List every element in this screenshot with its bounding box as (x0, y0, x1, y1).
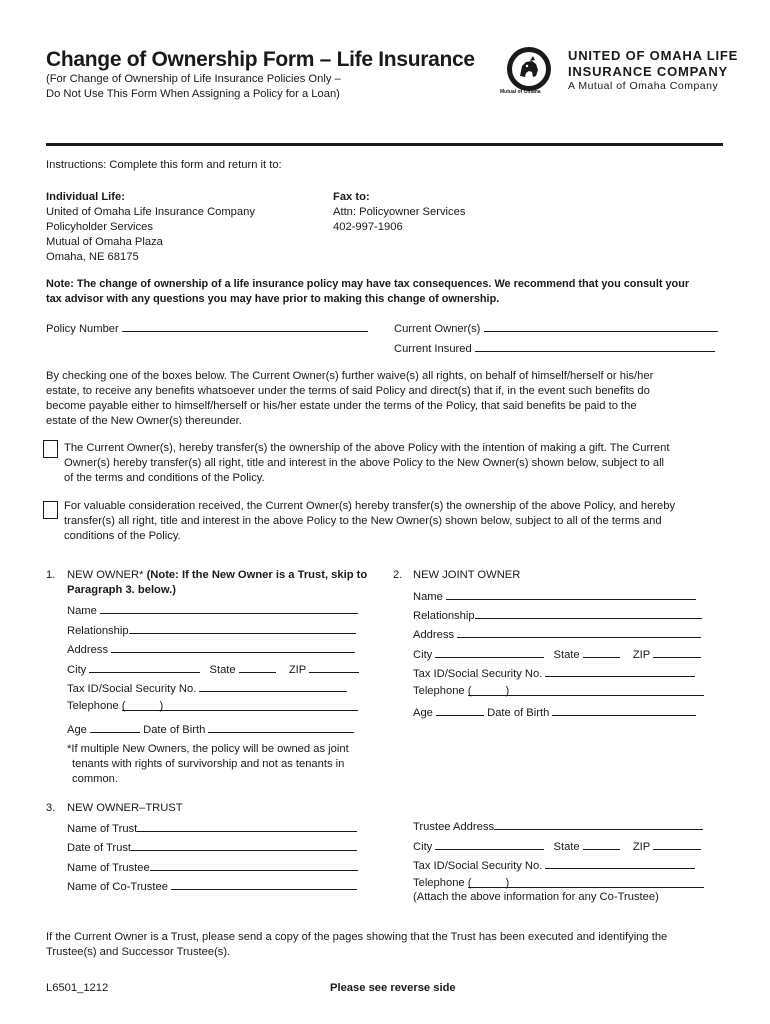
s3-taxid-input[interactable] (545, 857, 695, 869)
section1-trust-note: (Note: If the New Owner is a Trust, skip to (146, 569, 368, 581)
s3-taxid-label: Tax ID/Social Security No. (413, 860, 543, 872)
s2-city-label: City (413, 649, 433, 661)
s3-trust-name-label: Name of Trust (67, 823, 138, 835)
s2-age-dob (413, 704, 696, 721)
tax-note-line-1: Note: The change of ownership of a life insurance policy may have tax consequences. We recommend that you consult your (46, 278, 690, 290)
section1-title: NEW OWNER* (67, 569, 144, 581)
s1-telephone-field (67, 699, 358, 714)
valuable-consideration-checkbox[interactable] (43, 501, 58, 519)
subtitle-line-2: Do Not Use This Form When Assigning a Policy for a Loan) (46, 88, 340, 100)
s1-age-dob (67, 721, 354, 738)
s2-name-field (413, 588, 696, 605)
s2-address-field (413, 626, 701, 643)
form-code: L6501_1212 (46, 982, 109, 994)
s1-age-label: Age (67, 724, 87, 736)
gift-option-line: The Current Owner(s), hereby transfer(s) the ownership of the above Policy with the intention of making a gift. The Current (64, 442, 670, 454)
gift-checkbox[interactable] (43, 440, 58, 458)
s3-cotrustee-field (67, 878, 357, 895)
subtitle-line-1: (For Change of Ownership of Life Insurance Policies Only – (46, 73, 341, 85)
s1-footnote-line: *If multiple New Owners, the policy will be owned as joint (67, 743, 349, 755)
header-divider (46, 143, 723, 146)
fax-line: Attn: Policyowner Services (333, 206, 466, 218)
s3-trustee-address-label: Trustee Address (413, 821, 495, 833)
s3-trustee-address-field (413, 818, 703, 835)
s1-name-field (67, 602, 358, 619)
current-owners-label: Current Owner(s) (394, 323, 481, 335)
s2-relationship-label: Relationship (413, 610, 475, 622)
s2-dob-label: Date of Birth (487, 707, 550, 719)
policy-number-input[interactable] (122, 320, 368, 332)
s1-city-label: City (67, 664, 87, 676)
s2-telephone-input[interactable]: ( ) (468, 684, 704, 696)
section2-number: 2. (393, 569, 403, 581)
s2-state-label: State (553, 649, 580, 661)
individual-address-line: Omaha, NE 68175 (46, 251, 139, 263)
fax-block (333, 190, 465, 235)
s3-city-state-zip (413, 838, 701, 855)
s3-taxid-field (413, 857, 695, 874)
s2-telephone-field (413, 684, 704, 699)
waiver-line: By checking one of the boxes below. The Current Owner(s) further waive(s) all rights, on behalf of himself/herself or his/her (46, 370, 654, 382)
trust-copy-note (46, 930, 716, 960)
s3-trustee-label: Name of Trustee (67, 862, 150, 874)
s1-name-input[interactable] (100, 602, 358, 614)
s2-taxid-field (413, 665, 695, 682)
current-insured-label: Current Insured (394, 343, 472, 355)
form-subtitle (46, 72, 341, 102)
s2-state-input[interactable] (583, 646, 620, 658)
s3-trust-date-label: Date of Trust (67, 842, 132, 854)
logo-seal-caption: Mutual of Omaha (500, 89, 541, 95)
s1-address-field (67, 641, 355, 658)
individual-address-line: United of Omaha Life Insurance Company (46, 206, 255, 218)
s1-dob-input[interactable] (208, 721, 354, 733)
s1-zip-label: ZIP (288, 664, 307, 676)
s1-zip-input[interactable] (309, 661, 359, 673)
s3-zip-input[interactable] (653, 838, 701, 850)
current-insured-field (394, 340, 715, 357)
section1-number: 1. (46, 569, 56, 581)
s1-footnote (67, 742, 349, 787)
s2-taxid-label: Tax ID/Social Security No. (413, 668, 543, 680)
s2-name-input[interactable] (446, 588, 696, 600)
company-name-line-2: INSURANCE COMPANY (568, 64, 728, 79)
section3-number: 3. (46, 802, 56, 814)
individual-life-heading: Individual Life: (46, 191, 125, 203)
s3-trust-name-field (67, 820, 357, 837)
s3-trustee-field (67, 859, 358, 876)
s3-attach-note: (Attach the above information for any Co-Trustee) (413, 891, 659, 903)
s2-name-label: Name (413, 591, 443, 603)
s2-telephone-label: Telephone (413, 685, 465, 697)
individual-address-line: Mutual of Omaha Plaza (46, 236, 163, 248)
current-insured-input[interactable] (475, 340, 715, 352)
s3-trust-date-field (67, 839, 357, 856)
current-owners-input[interactable] (484, 320, 718, 332)
s3-state-input[interactable] (583, 838, 620, 850)
s2-city-input[interactable] (435, 646, 544, 658)
individual-address-line: Policyholder Services (46, 221, 153, 233)
s1-relationship-label: Relationship (67, 625, 129, 637)
waiver-line: become payable either to himself/herself or his/her estate under the terms of the Policy, that said benefits be paid to the (46, 400, 637, 412)
s2-address-label: Address (413, 629, 455, 641)
s1-taxid-label: Tax ID/Social Security No. (67, 683, 197, 695)
valuable-option-line: transfer(s) all right, title and interest in the above Policy to the New Owner(s) shown below, subject to all of the terms and (64, 515, 662, 527)
s3-trustee-address-input[interactable] (494, 818, 703, 830)
s3-trustee-input[interactable] (150, 859, 358, 871)
section2-heading: NEW JOINT OWNER (413, 569, 521, 581)
gift-option-line: Owner(s) hereby transfer(s) all right, title and interest in the above Policy to the New Owner(s) shown below, subject to all (64, 457, 665, 469)
s2-zip-label: ZIP (632, 649, 651, 661)
s2-age-input[interactable] (436, 704, 484, 716)
s1-state-input[interactable] (239, 661, 276, 673)
s3-telephone-input[interactable]: ( ) (468, 876, 704, 888)
s3-city-label: City (413, 841, 433, 853)
instructions-intro: Instructions: Complete this form and return it to: (46, 159, 282, 171)
s2-relationship-field (413, 607, 702, 624)
form-title: Change of Ownership Form – Life Insurance (46, 48, 475, 71)
s1-state-label: State (209, 664, 236, 676)
mutual-of-omaha-logo-icon (506, 46, 552, 92)
s1-footnote-line: tenants with rights of survivorship and not as tenants in (72, 758, 345, 770)
s3-telephone-field (413, 876, 704, 891)
s3-state-label: State (553, 841, 580, 853)
s1-address-label: Address (67, 644, 109, 656)
s2-age-label: Age (413, 707, 433, 719)
waiver-paragraph (46, 369, 716, 429)
company-name (568, 48, 738, 80)
waiver-line: estate of the New Owner(s) thereunder. (46, 415, 242, 427)
fax-heading: Fax to: (333, 191, 370, 203)
s1-age-input[interactable] (90, 721, 140, 733)
s3-trust-name-input[interactable] (137, 820, 357, 832)
s3-trust-date-input[interactable] (131, 839, 357, 851)
s2-relationship-input[interactable] (475, 607, 702, 619)
s2-zip-input[interactable] (653, 646, 701, 658)
s3-zip-label: ZIP (632, 841, 651, 853)
section1-trust-note-cont: Paragraph 3. below.) (67, 584, 177, 596)
gift-option-text (64, 441, 669, 486)
individual-life-block (46, 190, 255, 265)
s1-taxid-field (67, 680, 347, 697)
s2-dob-input[interactable] (552, 704, 696, 716)
trust-note-line-2: Trustee(s) and Successor Trustee(s). (46, 946, 231, 958)
gift-option-line: of the terms and conditions of the Policy. (64, 472, 265, 484)
current-owners-field (394, 320, 718, 337)
policy-number-label: Policy Number (46, 323, 119, 335)
valuable-option-text (64, 499, 675, 544)
s1-dob-label: Date of Birth (143, 724, 206, 736)
s1-relationship-field (67, 622, 356, 639)
s2-taxid-input[interactable] (545, 665, 695, 677)
s2-city-state-zip (413, 646, 701, 663)
s1-name-label: Name (67, 605, 97, 617)
waiver-line: estate, to receive any benefits whatsoever under the terms of said Policy and direct(s) that if, in the event such benefits do (46, 385, 650, 397)
fax-line: 402-997-1906 (333, 221, 403, 233)
s1-footnote-line: common. (72, 773, 119, 785)
tax-note (46, 277, 689, 307)
s3-city-input[interactable] (435, 838, 544, 850)
valuable-option-line: For valuable consideration received, the Current Owner(s) hereby transfer(s) the ownership of the above Policy, and hereby (64, 500, 676, 512)
trust-note-line-1: If the Current Owner is a Trust, please send a copy of the pages showing that the Trust has been executed and identifying the (46, 931, 668, 943)
s3-cotrustee-input[interactable] (171, 878, 357, 890)
s1-address-input[interactable] (111, 641, 355, 653)
section1-heading (67, 568, 367, 583)
s1-telephone-label: Telephone (67, 700, 119, 712)
tax-note-line-2: tax advisor with any questions you may have prior to making this change of ownership. (46, 293, 500, 305)
s1-relationship-input[interactable] (129, 622, 356, 634)
s1-telephone-input[interactable]: ( ) (122, 699, 358, 711)
section3-heading: NEW OWNER–TRUST (67, 802, 183, 814)
s2-address-input[interactable] (457, 626, 701, 638)
s1-city-input[interactable] (89, 661, 200, 673)
s1-taxid-input[interactable] (199, 680, 347, 692)
valuable-option-line: conditions of the Policy. (64, 530, 181, 542)
s3-cotrustee-label: Name of Co-Trustee (67, 881, 168, 893)
policy-number-field (46, 320, 368, 337)
reverse-side-note: Please see reverse side (330, 982, 456, 994)
s3-telephone-label: Telephone (413, 877, 465, 889)
company-name-line-1: UNITED OF OMAHA LIFE (568, 48, 739, 63)
company-tagline: A Mutual of Omaha Company (568, 80, 719, 92)
s1-city-state-zip (67, 661, 359, 678)
